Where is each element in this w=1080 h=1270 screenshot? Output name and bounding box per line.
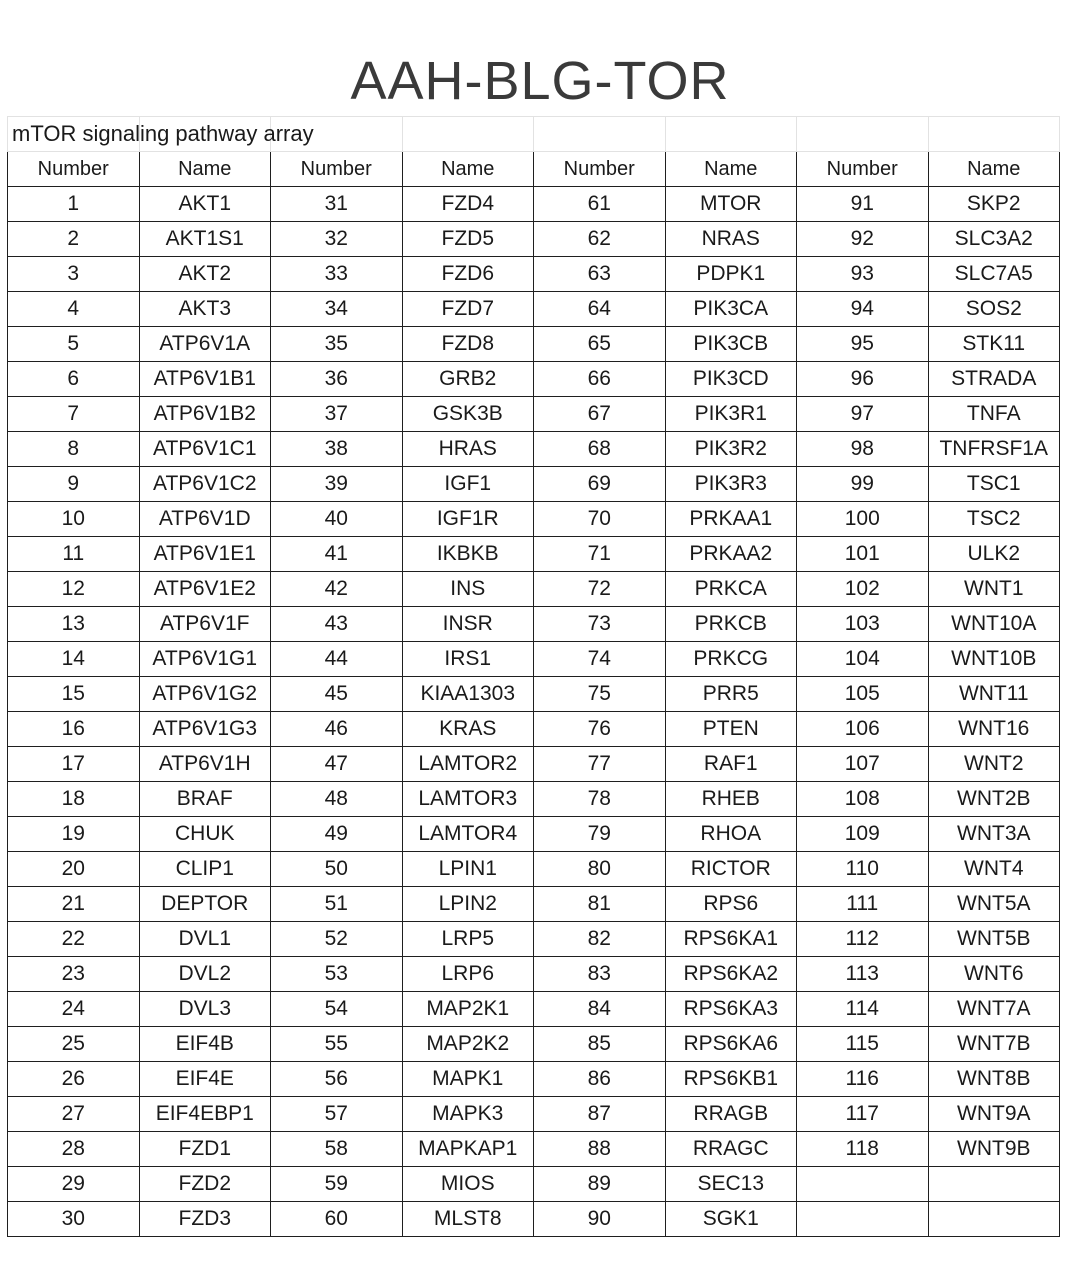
table-row bbox=[8, 362, 1060, 397]
number-cell: 16 bbox=[8, 712, 140, 747]
gene-name-cell: FZD8 bbox=[402, 327, 534, 362]
gene-name-cell: RHEB bbox=[665, 782, 797, 817]
number-cell: 113 bbox=[797, 957, 929, 992]
gene-name-cell: LAMTOR2 bbox=[402, 747, 534, 782]
gene-name-cell: RPS6KA3 bbox=[665, 992, 797, 1027]
number-cell: 115 bbox=[797, 1027, 929, 1062]
gene-name-cell: GRB2 bbox=[402, 362, 534, 397]
number-cell: 102 bbox=[797, 572, 929, 607]
number-cell: 116 bbox=[797, 1062, 929, 1097]
number-cell: 96 bbox=[797, 362, 929, 397]
number-cell: 57 bbox=[271, 1097, 403, 1132]
number-cell: 47 bbox=[271, 747, 403, 782]
gene-name-cell: IKBKB bbox=[402, 537, 534, 572]
number-cell: 7 bbox=[8, 397, 140, 432]
gene-name-cell: WNT6 bbox=[928, 957, 1060, 992]
number-cell: 37 bbox=[271, 397, 403, 432]
column-header-name: Name bbox=[402, 152, 534, 187]
number-cell: 23 bbox=[8, 957, 140, 992]
gene-name-cell: FZD2 bbox=[139, 1167, 271, 1202]
table-row bbox=[8, 817, 1060, 852]
number-cell: 99 bbox=[797, 467, 929, 502]
number-cell: 72 bbox=[534, 572, 666, 607]
number-cell: 5 bbox=[8, 327, 140, 362]
gene-name-cell: ATP6V1B1 bbox=[139, 362, 271, 397]
number-cell: 44 bbox=[271, 642, 403, 677]
number-cell: 97 bbox=[797, 397, 929, 432]
gene-name-cell: ULK2 bbox=[928, 537, 1060, 572]
gene-name-cell: ATP6V1G3 bbox=[139, 712, 271, 747]
number-cell: 49 bbox=[271, 817, 403, 852]
table-row bbox=[8, 222, 1060, 257]
table-row bbox=[8, 1132, 1060, 1167]
number-cell: 94 bbox=[797, 292, 929, 327]
table-row bbox=[8, 1062, 1060, 1097]
gene-name-cell: ATP6V1E1 bbox=[139, 537, 271, 572]
gene-name-cell: AKT1S1 bbox=[139, 222, 271, 257]
gene-name-cell: GSK3B bbox=[402, 397, 534, 432]
number-cell: 43 bbox=[271, 607, 403, 642]
gene-name-cell: TSC2 bbox=[928, 502, 1060, 537]
gene-name-cell: MIOS bbox=[402, 1167, 534, 1202]
number-cell: 45 bbox=[271, 677, 403, 712]
table-row bbox=[8, 992, 1060, 1027]
gene-name-cell: PRKCG bbox=[665, 642, 797, 677]
table-row bbox=[8, 292, 1060, 327]
gene-name-cell: PRKAA1 bbox=[665, 502, 797, 537]
number-cell: 108 bbox=[797, 782, 929, 817]
table-row bbox=[8, 712, 1060, 747]
gene-name-cell: PRKCA bbox=[665, 572, 797, 607]
number-cell: 74 bbox=[534, 642, 666, 677]
number-cell: 93 bbox=[797, 257, 929, 292]
number-cell: 80 bbox=[534, 852, 666, 887]
gene-name-cell: WNT2B bbox=[928, 782, 1060, 817]
number-cell: 24 bbox=[8, 992, 140, 1027]
gene-name-cell: RPS6KA2 bbox=[665, 957, 797, 992]
number-cell: 17 bbox=[8, 747, 140, 782]
gene-name-cell: ATP6V1C2 bbox=[139, 467, 271, 502]
number-cell: 42 bbox=[271, 572, 403, 607]
number-cell: 76 bbox=[534, 712, 666, 747]
number-cell: 75 bbox=[534, 677, 666, 712]
gene-name-cell: MAP2K1 bbox=[402, 992, 534, 1027]
gene-name-cell: IGF1R bbox=[402, 502, 534, 537]
number-cell: 109 bbox=[797, 817, 929, 852]
number-cell: 40 bbox=[271, 502, 403, 537]
gene-name-cell: ATP6V1E2 bbox=[139, 572, 271, 607]
gene-name-cell: WNT7A bbox=[928, 992, 1060, 1027]
gene-name-cell: IGF1 bbox=[402, 467, 534, 502]
gene-name-cell: DVL2 bbox=[139, 957, 271, 992]
number-cell: 15 bbox=[8, 677, 140, 712]
page-title: AAH-BLG-TOR bbox=[350, 51, 730, 111]
gene-name-cell: MTOR bbox=[665, 187, 797, 222]
gene-name-cell: PIK3CA bbox=[665, 292, 797, 327]
table-row bbox=[8, 432, 1060, 467]
gene-name-cell: KRAS bbox=[402, 712, 534, 747]
number-cell: 22 bbox=[8, 922, 140, 957]
gene-name-cell: ATP6V1B2 bbox=[139, 397, 271, 432]
gene-name-cell: FZD1 bbox=[139, 1132, 271, 1167]
number-cell: 32 bbox=[271, 222, 403, 257]
gene-name-cell: SEC13 bbox=[665, 1167, 797, 1202]
gene-name-cell: WNT4 bbox=[928, 852, 1060, 887]
gene-name-cell: TNFRSF1A bbox=[928, 432, 1060, 467]
gene-name-cell: EIF4B bbox=[139, 1027, 271, 1062]
number-cell: 61 bbox=[534, 187, 666, 222]
number-cell: 92 bbox=[797, 222, 929, 257]
number-cell: 78 bbox=[534, 782, 666, 817]
gene-name-cell: CLIP1 bbox=[139, 852, 271, 887]
gene-name-cell: NRAS bbox=[665, 222, 797, 257]
gene-name-cell: SGK1 bbox=[665, 1202, 797, 1237]
gene-name-cell: TSC1 bbox=[928, 467, 1060, 502]
gene-name-cell: LPIN2 bbox=[402, 887, 534, 922]
caption-spacer-cell bbox=[928, 117, 1060, 152]
table-row bbox=[8, 1202, 1060, 1237]
gene-name-cell: RPS6KA6 bbox=[665, 1027, 797, 1062]
gene-name-cell: RPS6 bbox=[665, 887, 797, 922]
number-cell bbox=[797, 1167, 929, 1202]
number-cell: 53 bbox=[271, 957, 403, 992]
number-cell: 90 bbox=[534, 1202, 666, 1237]
number-cell: 21 bbox=[8, 887, 140, 922]
gene-name-cell: MLST8 bbox=[402, 1202, 534, 1237]
number-cell bbox=[797, 1202, 929, 1237]
number-cell: 82 bbox=[534, 922, 666, 957]
gene-name-cell: MAP2K2 bbox=[402, 1027, 534, 1062]
number-cell: 112 bbox=[797, 922, 929, 957]
gene-name-cell: WNT10A bbox=[928, 607, 1060, 642]
gene-name-cell: RHOA bbox=[665, 817, 797, 852]
gene-name-cell: LRP6 bbox=[402, 957, 534, 992]
gene-name-cell: DEPTOR bbox=[139, 887, 271, 922]
number-cell: 85 bbox=[534, 1027, 666, 1062]
number-cell: 11 bbox=[8, 537, 140, 572]
number-cell: 86 bbox=[534, 1062, 666, 1097]
number-cell: 118 bbox=[797, 1132, 929, 1167]
gene-name-cell: PIK3CD bbox=[665, 362, 797, 397]
number-cell: 26 bbox=[8, 1062, 140, 1097]
gene-name-cell: DVL1 bbox=[139, 922, 271, 957]
number-cell: 110 bbox=[797, 852, 929, 887]
number-cell: 69 bbox=[534, 467, 666, 502]
gene-name-cell: PRR5 bbox=[665, 677, 797, 712]
table-row bbox=[8, 502, 1060, 537]
gene-name-cell: AKT3 bbox=[139, 292, 271, 327]
number-cell: 65 bbox=[534, 327, 666, 362]
gene-name-cell: ATP6V1C1 bbox=[139, 432, 271, 467]
table-row bbox=[8, 607, 1060, 642]
gene-name-cell: ATP6V1H bbox=[139, 747, 271, 782]
gene-name-cell: ATP6V1D bbox=[139, 502, 271, 537]
column-header-name: Name bbox=[139, 152, 271, 187]
table-row bbox=[8, 887, 1060, 922]
table-row bbox=[8, 922, 1060, 957]
gene-name-cell: RPS6KB1 bbox=[665, 1062, 797, 1097]
gene-name-cell: SKP2 bbox=[928, 187, 1060, 222]
number-cell: 13 bbox=[8, 607, 140, 642]
column-header-number: Number bbox=[8, 152, 140, 187]
table-row bbox=[8, 257, 1060, 292]
gene-name-cell: RPS6KA1 bbox=[665, 922, 797, 957]
gene-name-cell: WNT3A bbox=[928, 817, 1060, 852]
number-cell: 70 bbox=[534, 502, 666, 537]
number-cell: 111 bbox=[797, 887, 929, 922]
gene-name-cell: ATP6V1F bbox=[139, 607, 271, 642]
gene-name-cell: LPIN1 bbox=[402, 852, 534, 887]
number-cell: 103 bbox=[797, 607, 929, 642]
number-cell: 100 bbox=[797, 502, 929, 537]
number-cell: 14 bbox=[8, 642, 140, 677]
gene-name-cell: RRAGC bbox=[665, 1132, 797, 1167]
gene-name-cell: TNFA bbox=[928, 397, 1060, 432]
gene-name-cell: RRAGB bbox=[665, 1097, 797, 1132]
gene-array-table bbox=[7, 116, 1060, 1237]
column-header-number: Number bbox=[271, 152, 403, 187]
gene-name-cell: WNT1 bbox=[928, 572, 1060, 607]
gene-name-cell: PRKAA2 bbox=[665, 537, 797, 572]
gene-name-cell: WNT5A bbox=[928, 887, 1060, 922]
column-header-name: Name bbox=[928, 152, 1060, 187]
gene-name-cell: FZD7 bbox=[402, 292, 534, 327]
number-cell: 105 bbox=[797, 677, 929, 712]
gene-name-cell: PDPK1 bbox=[665, 257, 797, 292]
number-cell: 51 bbox=[271, 887, 403, 922]
gene-name-cell: WNT11 bbox=[928, 677, 1060, 712]
caption-spacer-cell bbox=[797, 117, 929, 152]
number-cell: 95 bbox=[797, 327, 929, 362]
number-cell: 19 bbox=[8, 817, 140, 852]
table-row bbox=[8, 1027, 1060, 1062]
number-cell: 98 bbox=[797, 432, 929, 467]
gene-name-cell: WNT16 bbox=[928, 712, 1060, 747]
gene-name-cell: MAPK3 bbox=[402, 1097, 534, 1132]
caption-row bbox=[8, 117, 1060, 152]
number-cell: 20 bbox=[8, 852, 140, 887]
gene-name-cell: PIK3R3 bbox=[665, 467, 797, 502]
number-cell: 79 bbox=[534, 817, 666, 852]
number-cell: 66 bbox=[534, 362, 666, 397]
number-cell: 117 bbox=[797, 1097, 929, 1132]
number-cell: 58 bbox=[271, 1132, 403, 1167]
table-row bbox=[8, 397, 1060, 432]
table-row bbox=[8, 852, 1060, 887]
gene-name-cell: LAMTOR3 bbox=[402, 782, 534, 817]
number-cell: 91 bbox=[797, 187, 929, 222]
gene-name-cell: WNT9B bbox=[928, 1132, 1060, 1167]
gene-name-cell: FZD3 bbox=[139, 1202, 271, 1237]
caption-spacer-cell bbox=[665, 117, 797, 152]
number-cell: 28 bbox=[8, 1132, 140, 1167]
number-cell: 31 bbox=[271, 187, 403, 222]
number-cell: 83 bbox=[534, 957, 666, 992]
number-cell: 35 bbox=[271, 327, 403, 362]
table-row bbox=[8, 782, 1060, 817]
table-body bbox=[8, 187, 1060, 1237]
gene-name-cell: WNT2 bbox=[928, 747, 1060, 782]
gene-name-cell: PIK3R1 bbox=[665, 397, 797, 432]
number-cell: 2 bbox=[8, 222, 140, 257]
gene-name-cell: STK11 bbox=[928, 327, 1060, 362]
number-cell: 68 bbox=[534, 432, 666, 467]
number-cell: 25 bbox=[8, 1027, 140, 1062]
number-cell: 39 bbox=[271, 467, 403, 502]
gene-name-cell: PRKCB bbox=[665, 607, 797, 642]
number-cell: 30 bbox=[8, 1202, 140, 1237]
caption-spacer-cell bbox=[534, 117, 666, 152]
number-cell: 77 bbox=[534, 747, 666, 782]
gene-name-cell: DVL3 bbox=[139, 992, 271, 1027]
gene-name-cell: ATP6V1A bbox=[139, 327, 271, 362]
number-cell: 56 bbox=[271, 1062, 403, 1097]
table-row bbox=[8, 957, 1060, 992]
gene-name-cell: INS bbox=[402, 572, 534, 607]
number-cell: 52 bbox=[271, 922, 403, 957]
gene-name-cell: AKT1 bbox=[139, 187, 271, 222]
gene-name-cell: WNT7B bbox=[928, 1027, 1060, 1062]
number-cell: 8 bbox=[8, 432, 140, 467]
gene-name-cell: IRS1 bbox=[402, 642, 534, 677]
table-caption: mTOR signaling pathway array bbox=[8, 117, 140, 152]
gene-name-cell: MAPK1 bbox=[402, 1062, 534, 1097]
number-cell: 62 bbox=[534, 222, 666, 257]
gene-name-cell: ATP6V1G2 bbox=[139, 677, 271, 712]
gene-name-cell: MAPKAP1 bbox=[402, 1132, 534, 1167]
gene-name-cell: EIF4EBP1 bbox=[139, 1097, 271, 1132]
number-cell: 29 bbox=[8, 1167, 140, 1202]
number-cell: 38 bbox=[271, 432, 403, 467]
caption-spacer-cell bbox=[402, 117, 534, 152]
gene-name-cell: FZD6 bbox=[402, 257, 534, 292]
gene-name-cell: EIF4E bbox=[139, 1062, 271, 1097]
gene-name-cell: KIAA1303 bbox=[402, 677, 534, 712]
number-cell: 67 bbox=[534, 397, 666, 432]
gene-name-cell: RAF1 bbox=[665, 747, 797, 782]
header-row bbox=[8, 152, 1060, 187]
gene-name-cell: STRADA bbox=[928, 362, 1060, 397]
number-cell: 59 bbox=[271, 1167, 403, 1202]
number-cell: 64 bbox=[534, 292, 666, 327]
gene-name-cell: SLC7A5 bbox=[928, 257, 1060, 292]
number-cell: 114 bbox=[797, 992, 929, 1027]
column-header-number: Number bbox=[534, 152, 666, 187]
number-cell: 106 bbox=[797, 712, 929, 747]
number-cell: 54 bbox=[271, 992, 403, 1027]
number-cell: 89 bbox=[534, 1167, 666, 1202]
table-row bbox=[8, 327, 1060, 362]
gene-name-cell: ATP6V1G1 bbox=[139, 642, 271, 677]
gene-name-cell: PIK3R2 bbox=[665, 432, 797, 467]
table-row bbox=[8, 1167, 1060, 1202]
gene-name-cell: FZD5 bbox=[402, 222, 534, 257]
number-cell: 4 bbox=[8, 292, 140, 327]
number-cell: 107 bbox=[797, 747, 929, 782]
gene-name-cell: PTEN bbox=[665, 712, 797, 747]
gene-name-cell: WNT9A bbox=[928, 1097, 1060, 1132]
gene-name-cell: LAMTOR4 bbox=[402, 817, 534, 852]
number-cell: 34 bbox=[271, 292, 403, 327]
number-cell: 41 bbox=[271, 537, 403, 572]
column-header-name: Name bbox=[665, 152, 797, 187]
number-cell: 60 bbox=[271, 1202, 403, 1237]
number-cell: 50 bbox=[271, 852, 403, 887]
column-header-number: Number bbox=[797, 152, 929, 187]
gene-name-cell: WNT10B bbox=[928, 642, 1060, 677]
number-cell: 87 bbox=[534, 1097, 666, 1132]
number-cell: 9 bbox=[8, 467, 140, 502]
number-cell: 18 bbox=[8, 782, 140, 817]
gene-name-cell: FZD4 bbox=[402, 187, 534, 222]
table-row bbox=[8, 642, 1060, 677]
number-cell: 46 bbox=[271, 712, 403, 747]
gene-name-cell: PIK3CB bbox=[665, 327, 797, 362]
number-cell: 3 bbox=[8, 257, 140, 292]
number-cell: 6 bbox=[8, 362, 140, 397]
gene-name-cell bbox=[928, 1167, 1060, 1202]
number-cell: 63 bbox=[534, 257, 666, 292]
gene-name-cell: HRAS bbox=[402, 432, 534, 467]
gene-name-cell: SLC3A2 bbox=[928, 222, 1060, 257]
number-cell: 84 bbox=[534, 992, 666, 1027]
gene-name-cell: INSR bbox=[402, 607, 534, 642]
number-cell: 73 bbox=[534, 607, 666, 642]
table-row bbox=[8, 572, 1060, 607]
number-cell: 36 bbox=[271, 362, 403, 397]
table-row bbox=[8, 747, 1060, 782]
number-cell: 104 bbox=[797, 642, 929, 677]
number-cell: 48 bbox=[271, 782, 403, 817]
number-cell: 88 bbox=[534, 1132, 666, 1167]
number-cell: 10 bbox=[8, 502, 140, 537]
gene-name-cell: BRAF bbox=[139, 782, 271, 817]
number-cell: 1 bbox=[8, 187, 140, 222]
gene-name-cell bbox=[928, 1202, 1060, 1237]
number-cell: 81 bbox=[534, 887, 666, 922]
number-cell: 12 bbox=[8, 572, 140, 607]
gene-name-cell: RICTOR bbox=[665, 852, 797, 887]
table-row bbox=[8, 467, 1060, 502]
gene-name-cell: LRP5 bbox=[402, 922, 534, 957]
number-cell: 71 bbox=[534, 537, 666, 572]
table-row bbox=[8, 187, 1060, 222]
gene-name-cell: WNT8B bbox=[928, 1062, 1060, 1097]
gene-name-cell: CHUK bbox=[139, 817, 271, 852]
number-cell: 33 bbox=[271, 257, 403, 292]
number-cell: 27 bbox=[8, 1097, 140, 1132]
table-row bbox=[8, 1097, 1060, 1132]
table-row bbox=[8, 537, 1060, 572]
gene-name-cell: AKT2 bbox=[139, 257, 271, 292]
number-cell: 101 bbox=[797, 537, 929, 572]
number-cell: 55 bbox=[271, 1027, 403, 1062]
gene-name-cell: WNT5B bbox=[928, 922, 1060, 957]
gene-name-cell: SOS2 bbox=[928, 292, 1060, 327]
table-row bbox=[8, 677, 1060, 712]
